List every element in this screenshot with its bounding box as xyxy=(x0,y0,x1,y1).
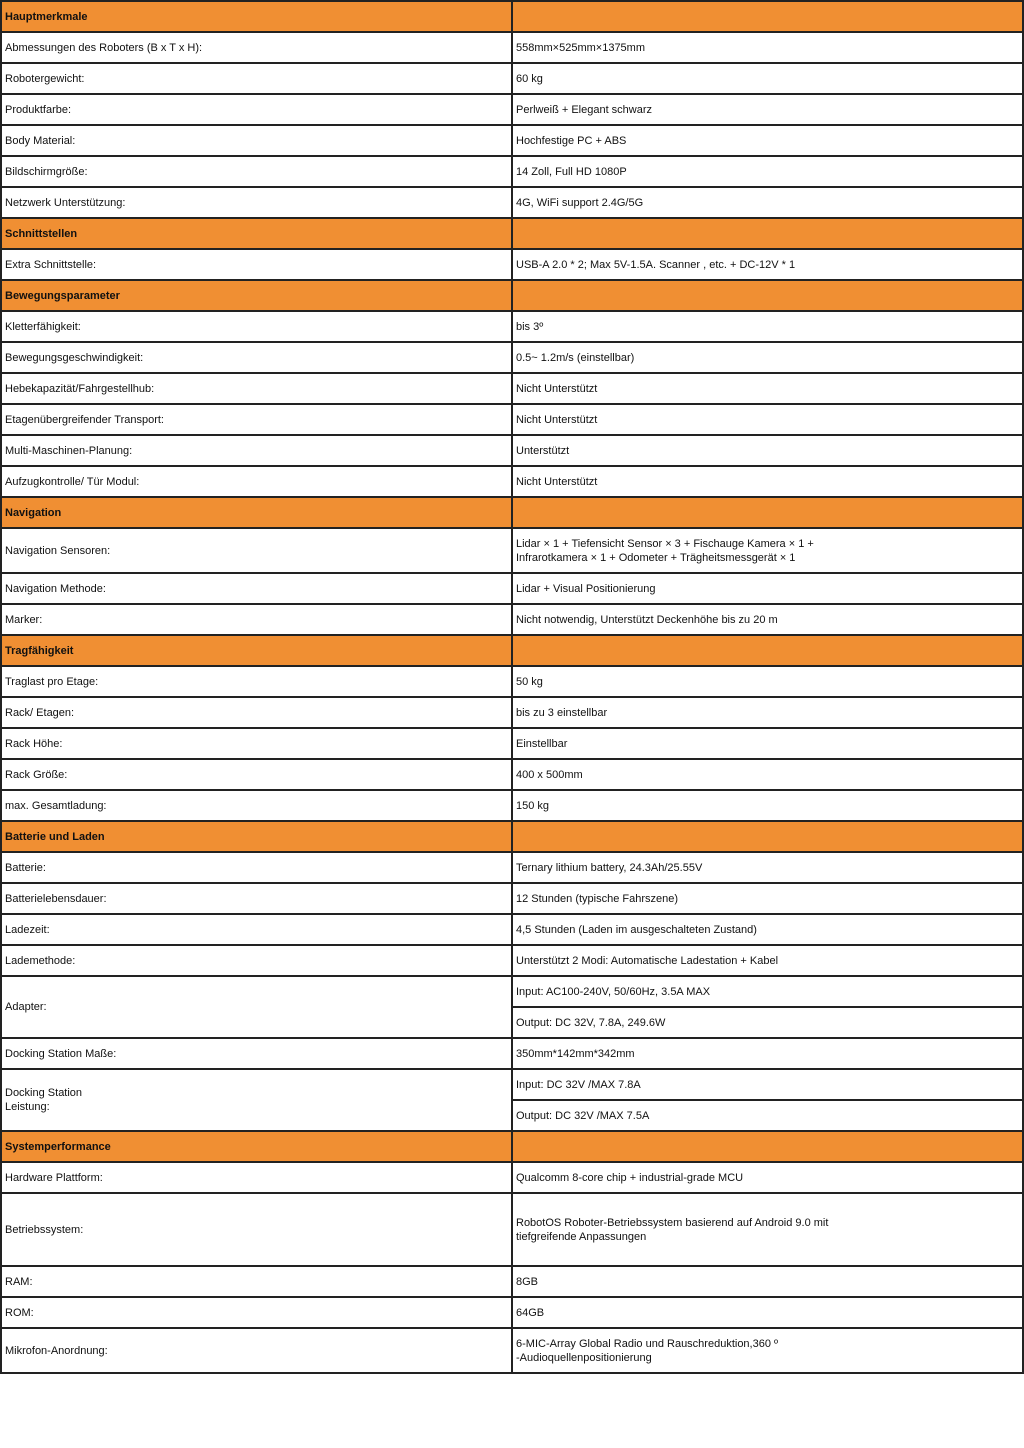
spec-row xyxy=(1,373,1023,404)
spec-label: Etagenübergreifender Transport: xyxy=(1,404,512,435)
spec-label: Batterielebensdauer: xyxy=(1,883,512,914)
spec-label: Adapter: xyxy=(1,976,512,1038)
spec-label: Multi-Maschinen-Planung: xyxy=(1,435,512,466)
spec-value: Lidar × 1 + Tiefensicht Sensor × 3 + Fischauge Kamera × 1 + Infrarotkamera × 1 + Odometer + Trägheitsmessgerät × 1 xyxy=(512,528,1023,573)
spec-label: Lademethode: xyxy=(1,945,512,976)
spec-label: Hardware Plattform: xyxy=(1,1162,512,1193)
spec-value: bis 3º xyxy=(512,311,1023,342)
spec-row xyxy=(1,852,1023,883)
spec-row xyxy=(1,1069,1023,1100)
spec-row xyxy=(1,1328,1023,1373)
spec-row xyxy=(1,790,1023,821)
section-title: Schnittstellen xyxy=(1,218,512,249)
spec-row xyxy=(1,1038,1023,1069)
section-header-empty xyxy=(512,497,1023,528)
spec-label: Marker: xyxy=(1,604,512,635)
spec-value: 12 Stunden (typische Fahrszene) xyxy=(512,883,1023,914)
spec-label: Navigation Methode: xyxy=(1,573,512,604)
spec-label: Traglast pro Etage: xyxy=(1,666,512,697)
spec-label: Abmessungen des Roboters (B x T x H): xyxy=(1,32,512,63)
spec-label: Hebekapazität/Fahrgestellhub: xyxy=(1,373,512,404)
spec-label: Batterie: xyxy=(1,852,512,883)
spec-row xyxy=(1,573,1023,604)
spec-value: Unterstützt xyxy=(512,435,1023,466)
spec-label: Aufzugkontrolle/ Tür Modul: xyxy=(1,466,512,497)
spec-row xyxy=(1,63,1023,94)
spec-label: Extra Schnittstelle: xyxy=(1,249,512,280)
section-title: Hauptmerkmale xyxy=(1,1,512,32)
spec-value: 50 kg xyxy=(512,666,1023,697)
spec-value: USB-A 2.0 * 2; Max 5V-1.5A. Scanner , etc. + DC-12V * 1 xyxy=(512,249,1023,280)
spec-label: Betriebssystem: xyxy=(1,1193,512,1266)
section-header-empty xyxy=(512,1131,1023,1162)
section-title: Systemperformance xyxy=(1,1131,512,1162)
spec-row xyxy=(1,435,1023,466)
spec-value: 64GB xyxy=(512,1297,1023,1328)
spec-value: 400 x 500mm xyxy=(512,759,1023,790)
spec-row xyxy=(1,945,1023,976)
spec-value: 14 Zoll, Full HD 1080P xyxy=(512,156,1023,187)
section-title: Tragfähigkeit xyxy=(1,635,512,666)
spec-row xyxy=(1,404,1023,435)
spec-row xyxy=(1,1297,1023,1328)
spec-row xyxy=(1,666,1023,697)
spec-label: Bewegungsgeschwindigkeit: xyxy=(1,342,512,373)
spec-value: Nicht Unterstützt xyxy=(512,404,1023,435)
spec-label: Rack Größe: xyxy=(1,759,512,790)
section-header-empty xyxy=(512,821,1023,852)
spec-label: ROM: xyxy=(1,1297,512,1328)
spec-value: Lidar + Visual Positionierung xyxy=(512,573,1023,604)
section-header-empty xyxy=(512,280,1023,311)
spec-row xyxy=(1,1266,1023,1297)
spec-value: 0.5~ 1.2m/s (einstellbar) xyxy=(512,342,1023,373)
spec-value: 558mm×525mm×1375mm xyxy=(512,32,1023,63)
section-title: Bewegungsparameter xyxy=(1,280,512,311)
spec-row xyxy=(1,125,1023,156)
spec-label: Rack Höhe: xyxy=(1,728,512,759)
spec-row xyxy=(1,528,1023,573)
spec-row xyxy=(1,883,1023,914)
section-header-empty xyxy=(512,1,1023,32)
spec-row xyxy=(1,697,1023,728)
section-header-row xyxy=(1,1,1023,32)
spec-label: Mikrofon-Anordnung: xyxy=(1,1328,512,1373)
section-header-row xyxy=(1,497,1023,528)
section-header-row xyxy=(1,218,1023,249)
spec-value: Unterstützt 2 Modi: Automatische Ladestation + Kabel xyxy=(512,945,1023,976)
spec-label: Bildschirmgröße: xyxy=(1,156,512,187)
spec-value: Nicht Unterstützt xyxy=(512,466,1023,497)
spec-value: Hochfestige PC + ABS xyxy=(512,125,1023,156)
spec-row xyxy=(1,342,1023,373)
spec-value: Nicht Unterstützt xyxy=(512,373,1023,404)
spec-value: 350mm*142mm*342mm xyxy=(512,1038,1023,1069)
section-title: Batterie und Laden xyxy=(1,821,512,852)
spec-value: Input: DC 32V /MAX 7.8A xyxy=(512,1069,1023,1100)
spec-value: 60 kg xyxy=(512,63,1023,94)
spec-value: 4G, WiFi support 2.4G/5G xyxy=(512,187,1023,218)
spec-value: Ternary lithium battery, 24.3Ah/25.55V xyxy=(512,852,1023,883)
spec-value: Input: AC100-240V, 50/60Hz, 3.5A MAX xyxy=(512,976,1023,1007)
spec-row xyxy=(1,1162,1023,1193)
spec-row xyxy=(1,759,1023,790)
spec-value: Output: DC 32V /MAX 7.5A xyxy=(512,1100,1023,1131)
spec-label: max. Gesamtladung: xyxy=(1,790,512,821)
spec-value: bis zu 3 einstellbar xyxy=(512,697,1023,728)
spec-value: 8GB xyxy=(512,1266,1023,1297)
spec-label: Body Material: xyxy=(1,125,512,156)
spec-value: RobotOS Roboter-Betriebssystem basierend auf Android 9.0 mit tiefgreifende Anpassungen xyxy=(512,1193,1023,1266)
spec-value: 6-MIC-Array Global Radio und Rauschreduktion,360 º -Audioquellenpositionierung xyxy=(512,1328,1023,1373)
spec-label: Kletterfähigkeit: xyxy=(1,311,512,342)
section-header-row xyxy=(1,1131,1023,1162)
spec-label: Docking Station Leistung: xyxy=(1,1069,512,1131)
spec-row xyxy=(1,976,1023,1007)
spec-row xyxy=(1,187,1023,218)
spec-label: Ladezeit: xyxy=(1,914,512,945)
spec-value: 4,5 Stunden (Laden im ausgeschalteten Zustand) xyxy=(512,914,1023,945)
spec-row xyxy=(1,1193,1023,1266)
spec-row xyxy=(1,914,1023,945)
spec-label: RAM: xyxy=(1,1266,512,1297)
spec-label: Docking Station Maße: xyxy=(1,1038,512,1069)
section-header-row xyxy=(1,635,1023,666)
spec-row xyxy=(1,156,1023,187)
spec-label: Rack/ Etagen: xyxy=(1,697,512,728)
spec-value: 150 kg xyxy=(512,790,1023,821)
spec-row xyxy=(1,311,1023,342)
spec-value: Qualcomm 8-core chip + industrial-grade MCU xyxy=(512,1162,1023,1193)
spec-value: Perlweiß + Elegant schwarz xyxy=(512,94,1023,125)
spec-row xyxy=(1,728,1023,759)
spec-value: Nicht notwendig, Unterstützt Deckenhöhe bis zu 20 m xyxy=(512,604,1023,635)
spec-row xyxy=(1,466,1023,497)
spec-row xyxy=(1,604,1023,635)
section-header-empty xyxy=(512,218,1023,249)
section-header-row xyxy=(1,280,1023,311)
section-header-row xyxy=(1,821,1023,852)
section-title: Navigation xyxy=(1,497,512,528)
section-header-empty xyxy=(512,635,1023,666)
spec-label: Produktfarbe: xyxy=(1,94,512,125)
spec-row xyxy=(1,249,1023,280)
spec-row xyxy=(1,94,1023,125)
spec-row xyxy=(1,32,1023,63)
spec-value: Output: DC 32V, 7.8A, 249.6W xyxy=(512,1007,1023,1038)
spec-label: Navigation Sensoren: xyxy=(1,528,512,573)
spec-value: Einstellbar xyxy=(512,728,1023,759)
spec-label: Netzwerk Unterstützung: xyxy=(1,187,512,218)
spec-label: Robotergewicht: xyxy=(1,63,512,94)
